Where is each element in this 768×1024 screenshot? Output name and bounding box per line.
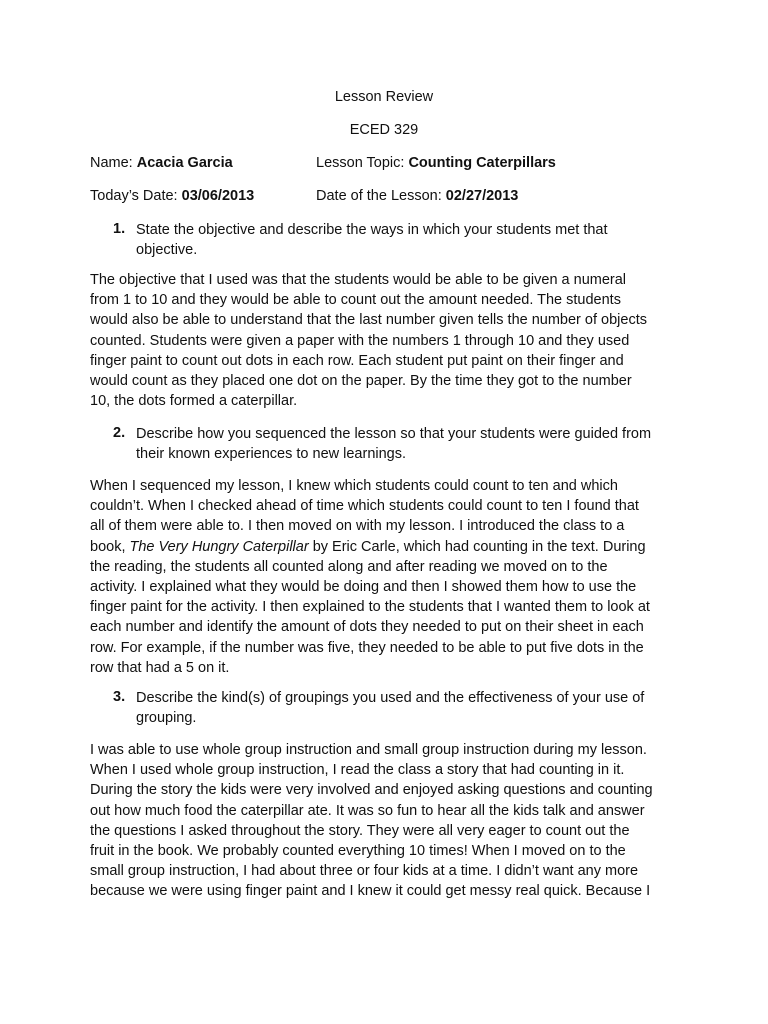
lesson-date-value: 02/27/2013 [445, 188, 519, 204]
answer-2-line: finger paint for the activity. I then explained to the students that I wanted them to look at [90, 599, 650, 616]
answer-1-line: The objective that I used was that the students would be able to be given a numeral [90, 272, 627, 288]
answer-2-line: the reading, the students all counted along and after reading we moved on to the [90, 558, 608, 575]
answer-3-line: out how much food the caterpillar ate. It was so fun to hear all the kids talk and answer [90, 802, 645, 819]
answer-2-line: activity. I explained what they would be doing and then I showed them how to use the [90, 579, 637, 596]
answer-2-line: When I sequenced my lesson, I knew which students could count to ten and which [90, 478, 618, 494]
question-1-line-2: objective. [136, 242, 198, 258]
answer-3-line: because we were using finger paint and I knew it could get messy real quick. Because I [90, 883, 651, 900]
question-3-number: 3. [113, 689, 126, 705]
answer-2-line-4-post: by Eric Carle, which had counting in the text. During [308, 538, 646, 555]
lesson-date-field [316, 188, 518, 204]
book-title: The Very Hungry Caterpillar [129, 538, 309, 555]
name-label: Name: [90, 155, 137, 171]
question-2-line-1: Describe how you sequenced the lesson so that your students were guided from [136, 426, 652, 442]
lesson-topic-value: Counting Caterpillars [408, 155, 556, 171]
todays-date-field [90, 188, 254, 204]
lesson-topic-field [316, 155, 556, 171]
answer-1-line: would also be able to understand that the last number given tells the number of objects [90, 312, 647, 329]
answer-1-paragraph [90, 270, 690, 411]
answer-2-paragraph [90, 476, 690, 678]
answer-2-line: each number and identify the amount of dots they needed to put on their sheet in each [90, 619, 644, 636]
answer-2-line: row. For example, if the number was five, they needed to be able to put five dots in the [90, 639, 644, 656]
answer-1-line: counted. Students were given a paper with the numbers 1 through 10 and they used [90, 332, 630, 349]
question-2-number: 2. [113, 425, 126, 441]
answer-2-line [90, 537, 690, 557]
answer-3-line: the questions I asked throughout the story. They were all very eager to count out the [90, 822, 630, 839]
lesson-topic-label: Lesson Topic: [316, 155, 409, 171]
answer-2-line: all of them were able to. I then moved on with my lesson. I introduced the class to a [90, 518, 625, 535]
question-1-number: 1. [113, 221, 126, 237]
answer-3-line: small group instruction, I had about three or four kids at a time. I didn’t want any more [90, 863, 639, 880]
answer-1-line: 10, the dots formed a caterpillar. [90, 393, 298, 410]
question-3-line-1: Describe the kind(s) of groupings you used and the effectiveness of your use of [136, 690, 645, 706]
answer-2-line: couldn’t. When I checked ahead of time which students could count to ten I found that [90, 498, 639, 515]
answer-3-line: During the story the kids were very involved and enjoyed asking questions and counting [90, 782, 653, 799]
answer-2-line: row that had a 5 on it. [90, 659, 230, 676]
answer-3-line: fruit in the book. We probably counted everything 10 times! When I moved on to the [90, 843, 626, 860]
course-code: ECED 329 [349, 122, 419, 138]
name-field [90, 155, 233, 171]
answer-1-line: finger paint to count out dots in each row. Each student put paint on their finger and [90, 352, 624, 369]
answer-3-line: I was able to use whole group instruction and small group instruction during my lesson. [90, 742, 647, 758]
document-title: Lesson Review [334, 89, 434, 105]
question-3-text [136, 688, 696, 728]
name-value: Acacia Garcia [136, 155, 233, 171]
answer-1-line: from 1 to 10 and they would be able to count out the amount needed. The students [90, 292, 621, 309]
question-3-line-2: grouping. [136, 710, 197, 726]
answer-3-line: When I used whole group instruction, I read the class a story that had counting in it. [90, 762, 625, 779]
question-1-line-1: State the objective and describe the ways in which your students met that [136, 222, 608, 238]
answer-3-paragraph [90, 740, 690, 902]
question-2-text [136, 424, 696, 464]
answer-2-line-4-pre: book, [90, 538, 130, 555]
answer-1-line: would count as they placed one dot on the paper. By the time they got to the number [90, 373, 632, 390]
lesson-date-label: Date of the Lesson: [316, 188, 446, 204]
question-2-line-2: their known experiences to new learnings. [136, 446, 407, 462]
todays-date-value: 03/06/2013 [181, 188, 255, 204]
question-1-text [136, 220, 696, 260]
todays-date-label: Today’s Date: [90, 188, 182, 204]
